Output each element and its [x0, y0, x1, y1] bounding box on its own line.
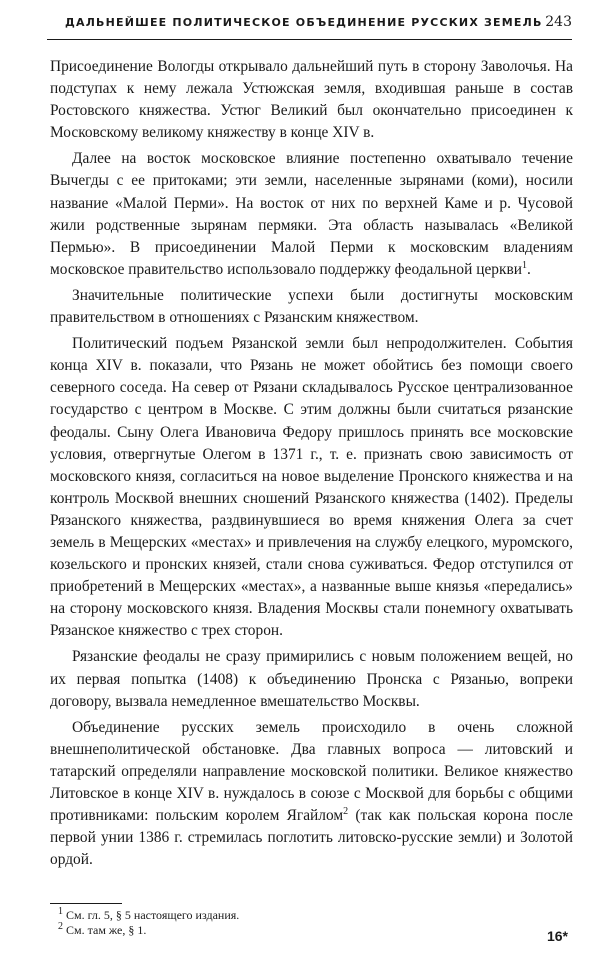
- paragraph: Значительные политические успехи были достигнуты московским правительством в отношениях с Рязанским княжеством.: [50, 286, 573, 327]
- running-title: ДАЛЬНЕЙШЕЕ ПОЛИТИЧЕСКОЕ ОБЪЕДИНЕНИЕ РУССКИХ ЗЕМЕЛЬ: [65, 16, 543, 29]
- footnote-ref: 1: [521, 259, 527, 271]
- footnotes: [50, 908, 239, 938]
- footnote-ref: 2: [343, 805, 349, 817]
- paragraph: Политический подъем Рязанской земли был непродолжителен. События конца XIV в. показали, что Рязань не может обойтись без помощи своего северного соседа. На север от Рязани складывалось Русское централизованное государство с центром в Москве. С этим должны были считаться рязанские феодалы. Сыну Олега Ивановича Федору пришлось принять все московские условия, отвергнутые Олегом в 1371 г., т. е. признать свою зависимость от московского князя, согласиться на новое выделение Пронского княжества и на контроль Москвой внешних сношений Рязанского княжества (1402). Пределы Рязанского княжества, раздвинувшиеся во время княжения Олега за счет земель в Мещерских «местах» и привлечения на службу елецкого, муромского, козельского и пронских князей, стали снова суживаться. Федор отступился от приобретений в Мещерских «местах», а названные выше князья «передались» на сторону московского князя. Владения Москвы стали понемногу охватывать Рязанское княжество с трех сторон.: [50, 335, 573, 640]
- header-rule: [47, 39, 572, 40]
- running-header: [47, 8, 572, 34]
- body-text: [50, 56, 573, 875]
- footnote-rule: [50, 903, 122, 904]
- paragraph: Присоединение Вологды открывало дальнейший путь в сторону Заволочья. На подступах к нему лежала Устюжская земля, входившая раньше в состав Ростовского княжества. Устюг Великий был окончательно присоединен к Московскому великому княжеству в конце XIV в.: [50, 58, 573, 142]
- paragraph: Рязанские феодалы не сразу примирились с новым положением вещей, но их первая попытка (1408) к объединению Пронска с Рязанью, вопреки договору, вызвала немедленное вмешательство Москвы.: [50, 648, 573, 710]
- page-number: 243: [545, 14, 572, 30]
- printer-signature: 16*: [546, 928, 568, 944]
- footnote: $^1$ См. гл. 5, § 5 настоящего издания.: [58, 906, 240, 922]
- footnote: $^2$ См. там же, § 1.: [58, 921, 147, 937]
- paragraph: Объединение русских земель происходило в очень сложной внешнеполитической обстановке. Два главных вопроса — литовский и татарский определяли направление московской политики. Великое княжество Литовское в конце XIV в. нуждалось в союзе с Москвой для борьбы с общими противниками: польским королем Ягайлом$^2$ (так как польская корона после первой унии 1386 г. стремилась поглотить литовско-русские земли) и Золотой ордой.: [50, 718, 573, 869]
- paragraph: Далее на восток московское влияние постепенно охватывало течение Вычегды с ее притоками; эти земли, населенные зырянами (коми), носили название «Малой Перми». На восток от них по верхней Каме и р. Чусовой жили родственные зырянам пермяки. Эта область называлась «Великой Пермью». В присоединении Малой Перми к московским владениям московское правительство использовало поддержку феодальной церкви$^1$.: [50, 150, 573, 278]
